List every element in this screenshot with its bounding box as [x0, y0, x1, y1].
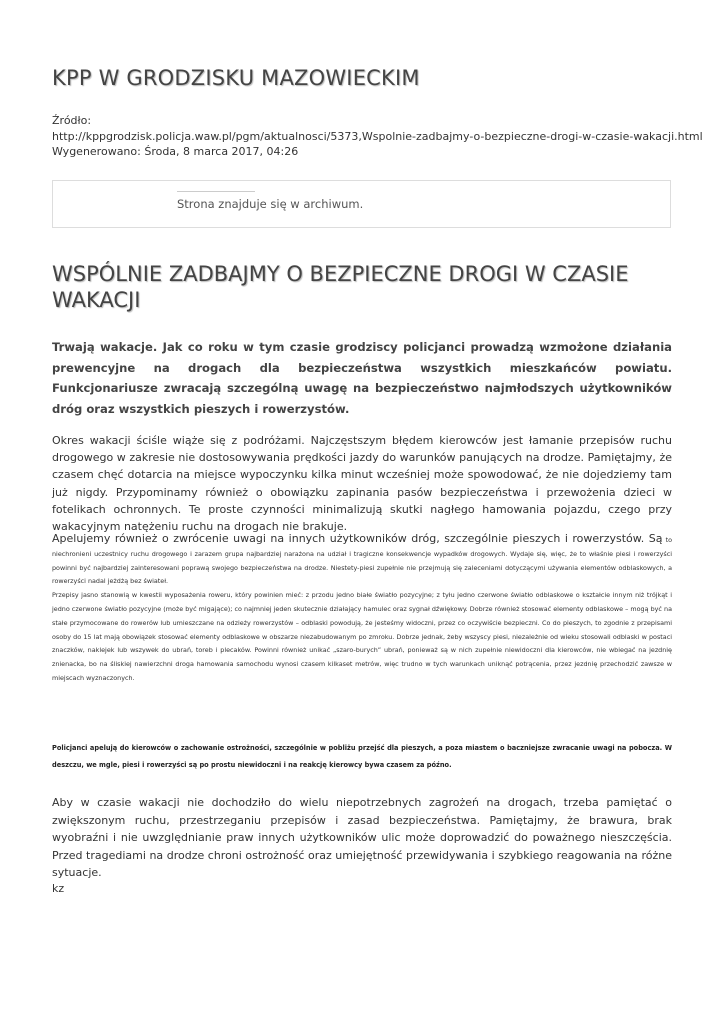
paragraph-intro: Apelujemy również o zwrócenie uwagi na innych użytkowników dróg, szczególnie pieszych i rowerzystów. Są	[52, 532, 663, 545]
generated-timestamp: Wygenerowano: Środa, 8 marca 2017, 04:26	[52, 145, 299, 158]
article-title: WSPÓLNIE ZADBAJMY O BEZPIECZNE DROGI W CZASIE WAKACJI	[52, 262, 629, 312]
article-paragraph-bold: Policjanci apelują do kierowców o zachowanie ostrożności, szczególnie w pobliżu przejść dla pieszych, a poza miastem o baczniejsze zwracanie uwagi na pobocza. W deszczu, we mgle, piesi i rowerzyści są po prostu niewidoczni i na reakcję kierowcy bywa czasem za późno.	[52, 744, 672, 769]
article-paragraph: Aby w czasie wakacji nie dochodziło do wielu niepotrzebnych zagrożeń na drogach, trzeba pamiętać o zwiększonym ruchu, przestrzeganiu przepisów i zasad bezpieczeństwa. Pamiętajmy, że brawura, brak wyobraźni i nie uwzględnianie praw innych użytkowników ulic może doprowadzić do poważnego nieszczęścia. Przed tragediami na drodze chroni ostrożność oraz umiejętność przewidywania i szybkiego reagowania na różne sytuacje.	[52, 796, 672, 879]
document-meta	[52, 113, 703, 160]
archive-notice-box	[52, 180, 671, 228]
site-title: KPP W GRODZISKU MAZOWIECKIM	[52, 66, 420, 90]
paragraph-bicycle-rules: Przepisy jasno stanowią w kwestii wyposażenia roweru, który powinien mieć: z przodu jedno białe światło pozycyjne; z tyłu jedno czerwone światło odblaskowe o kształcie innym niż trójkąt i jedno czerwone światło pozycyjne (może być migające); co najmniej jeden skutecznie działający hamulec oraz sygnał dźwiękowy. Dobrze również stosować elementy odblaskowe – mogą być na stałe przymocowane do rowerów lub umieszczane na odzieży rowerzystów – odblaski powodują, że jesteśmy widoczni, przez co oczywiście bezpieczni. Co do pieszych, to zgodnie z przepisami osoby do 15 lat mają obowiązek stosować elementy odblaskowe w obszarze niezabudowanym po zmroku. Dobrze jednak, żeby wszyscy piesi, niezależnie od wieku stosowali odblaski w postaci znaczków, naklejek lub wszywek do ubrań, toreb i plecaków. Powinni również unikać „szaro-burych” ubrań, ponieważ są w nich zupełnie niewidoczni dla kierowców, nie wbiegać na jezdnię znienacka, bo na śliskiej nawierzchni droga hamowania samochodu wynosi czasem kilkaset metrów, więc trudno w tych warunkach uniknąć potrącenia, przez jezdnię przechodzić zawsze w miejscach wyznaczonych.	[52, 591, 672, 682]
source-label: Źródło:	[52, 114, 92, 127]
author-signature: kz	[52, 882, 65, 895]
article-paragraph: Okres wakacji ściśle wiąże się z podróżami. Najczęstszym błędem kierowców jest łamanie przepisów ruchu drogowego w zakresie nie dostosowywania prędkości jazdy do warunków panujących na drodze. Pamiętajmy, że czasem chęć dotarcia na miejsce wypoczynku kilka minut wcześniej może spowodować, że nie dojedziemy tam już nigdy. Przypominamy również o obowiązku zapinania pasów bezpieczeństwa i przewożenia dzieci w fotelikach ochronnych. Te proste czynności minimalizują skutki nagłego hamowania pojazdu, czego przy wakacyjnym natężeniu ruchu na drogach nie brakuje.	[52, 434, 672, 534]
article-lead: Trwają wakacje. Jak co roku w tym czasie grodziscy policjanci prowadzą wzmożone działania prewencyjne na drogach dla bezpieczeństwa wszystkich mieszkańców powiatu. Funkcjonariusze zwracają szczególną uwagę na bezpieczeństwo najmłodszych użytkowników dróg oraz wszystkich pieszych i rowerzystów.	[52, 340, 672, 416]
archive-notice: Strona znajduje się w archiwum.	[177, 197, 364, 211]
paragraph-continuation: to niechronieni uczestnicy ruchu drogowego i zarazem grupa najbardziej narażona na udział i tragiczne konsekwencje wypadków drogowych. Wydaje się, więc, że to właśnie piesi i rowerzyści powinni być najbardziej zainteresowani poprawą swojego bezpieczeństwa na drodze. Niestety-piesi zupełnie nie przejmują się zaleceniami dotyczącymi używania elementów odblaskowych, a rowerzyści nadal jeżdżą bez świateł.	[52, 536, 672, 586]
archive-divider	[177, 191, 255, 192]
article-paragraph-small	[52, 532, 672, 686]
source-url: http://kppgrodzisk.policja.waw.pl/pgm/aktualnosci/5373,Wspolnie-zadbajmy-o-bezpieczne-drogi-w-czasie-wakacji.html	[52, 129, 703, 143]
